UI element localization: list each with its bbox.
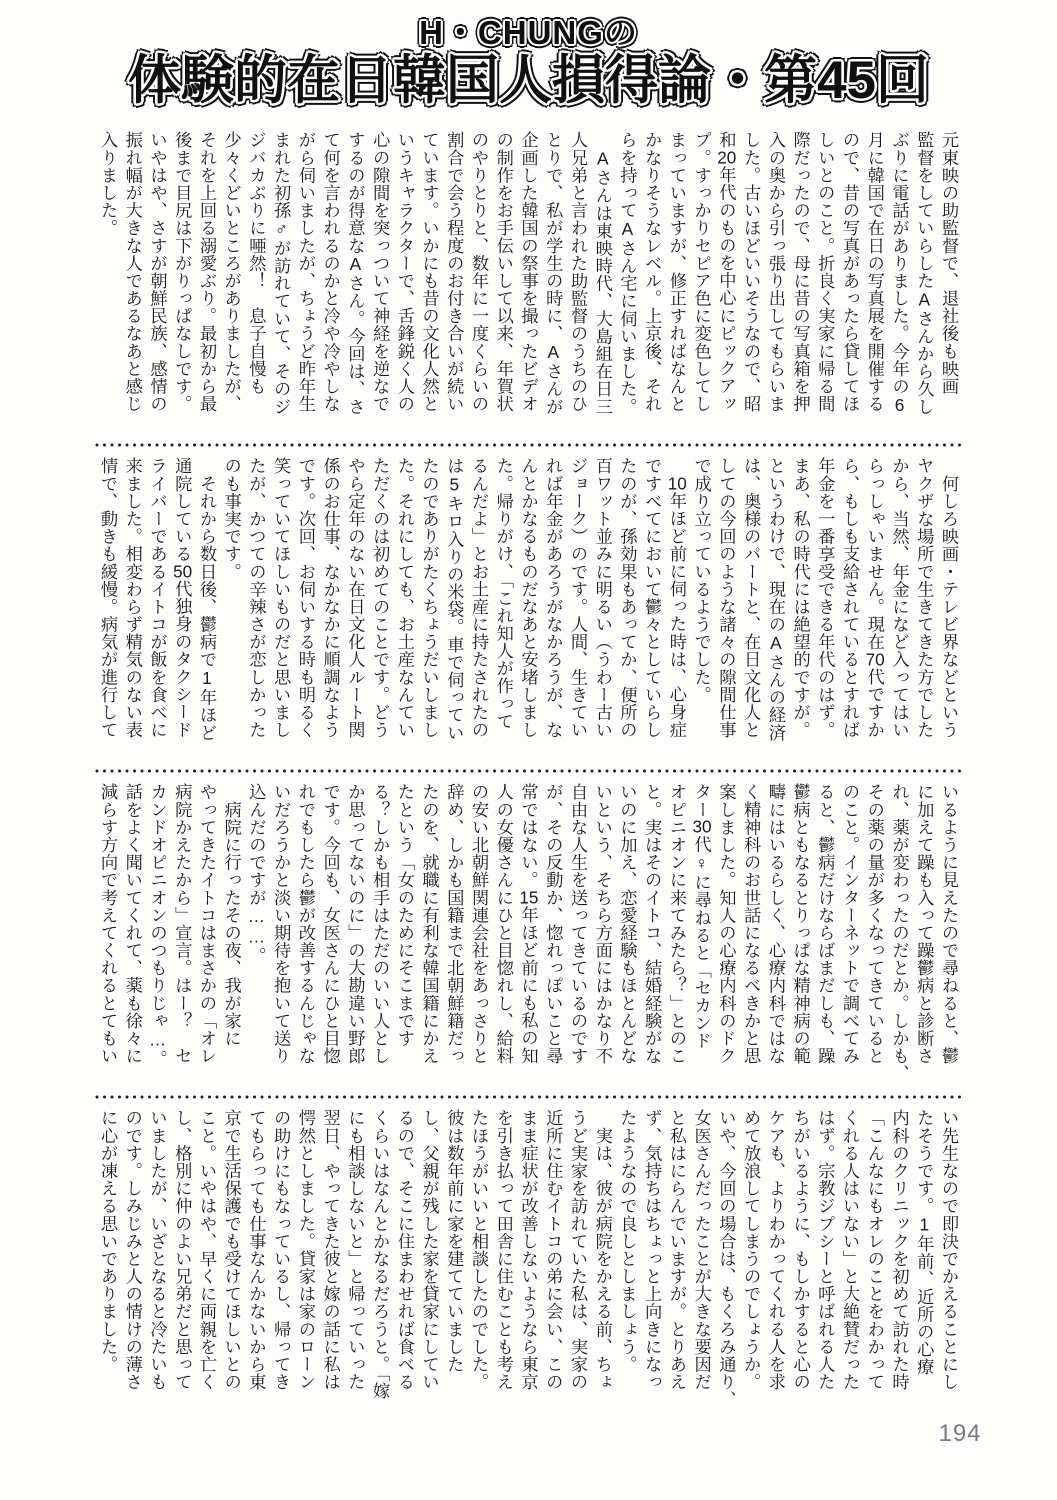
text-column: するのが得意なAさん。今回は、さ xyxy=(345,131,366,416)
text-column: る？しかも相手はただのいい人とし xyxy=(370,783,391,1065)
text-column: 笑っていてほしいものだと思いまし xyxy=(271,457,292,739)
text-column: た。帰りがけ、「これ知人が作って xyxy=(493,457,514,730)
text-column: た。それにしても、お土産なんてい xyxy=(394,457,415,739)
text-column: まあ、私の時代には絶望的ですが。 xyxy=(790,457,811,739)
text-column: 人の女優さんにひと目惚れし、給料 xyxy=(493,783,514,1065)
text-column: 疇にはいるらしく、心療内科ではな xyxy=(765,783,786,1065)
text-column: を引き払って田舎に住むことも考え xyxy=(493,1109,514,1391)
text-column: いやはや、さすが朝鮮民族、感情の xyxy=(147,131,168,413)
text-column: 辞め、しかも国籍まで北朝鮮籍だっ xyxy=(444,783,465,1065)
text-column: 常ではない。15年ほど前にも私の知 xyxy=(518,783,539,1065)
text-column: 愕然としました。貸家は家のローン xyxy=(295,1109,316,1391)
text-column: ケアも、よりわかってくれる人を求 xyxy=(765,1109,786,1391)
text-column: 心の隙間を突っついて神経を逆なで xyxy=(370,131,391,413)
text-column: れば年金があろうがなかろうが、な xyxy=(543,457,564,739)
text-column: たそうです。1年前、近所の心療 xyxy=(914,1109,935,1376)
text-column: ライバーであるイトコが飯を食べに xyxy=(147,457,168,739)
dotted-separator xyxy=(95,769,961,773)
text-column: に加えて躁も入って躁鬱病と診断さ xyxy=(914,783,935,1065)
text-column: が、その反動か、惚れっぽいこと尋 xyxy=(543,783,564,1065)
text-column: 少々くどいところがありましたが、 xyxy=(221,131,242,413)
text-column: いうキャラクターで、舌鋒鋭く人の xyxy=(394,131,415,413)
text-column: ぶりに電話がありました。今年の6 xyxy=(889,131,910,416)
text-column: 係のお仕事、なかなかに順調なよう xyxy=(320,457,341,739)
text-column: ヤクザな場所で生きてきた方でした xyxy=(914,457,935,739)
text-column: ジバカぶりに唖然！ 息子自慢も xyxy=(246,131,267,395)
text-column: こと。いやはや、早くに両親を亡く xyxy=(196,1109,217,1391)
text-column: いだろうかと淡い期待を抱いて送り xyxy=(271,783,292,1065)
article-author-line: H・CHUNGの xyxy=(419,14,638,51)
text-column: 来ました。相変わらず精気のない表 xyxy=(122,457,143,739)
text-column: 後まで目尻は下がりっぱなしです。 xyxy=(172,131,193,413)
text-column: で成り立っているようでした。 xyxy=(691,457,712,704)
text-column: は、奥様のパートと、在日文化人と xyxy=(741,457,762,739)
text-column: と。実はそのイトコ、結婚経験がな xyxy=(642,783,663,1065)
text-column: らっしゃいません。現在70代ですか xyxy=(864,457,885,739)
text-column: れ、薬が変わったのだとか。しかも、 xyxy=(889,783,910,1083)
text-column: れでもしたら鬱が改善するんじゃな xyxy=(295,783,316,1065)
text-column: プ。すっかりセピア色に変色してし xyxy=(691,131,712,413)
text-column: いという、そちら方面にはかなり不 xyxy=(592,783,613,1065)
text-column: カンドオピニオンのつもりじゃ…。 xyxy=(147,783,168,1068)
text-band-1 xyxy=(95,131,961,431)
text-column: しいとのこと。折良く実家に帰る間 xyxy=(815,131,836,413)
text-column: のも事実です。 xyxy=(221,457,242,581)
text-column: 込んだのですが……。 xyxy=(246,783,267,965)
text-column: とりで、私が学生の時に、Aさんが xyxy=(543,131,564,416)
text-column: かなりそうなレベル。上京後、それ xyxy=(642,131,663,413)
text-column: 「こんなにもオレのことをわかって xyxy=(864,1109,885,1391)
text-column: まま症状が改善しないようなら東京 xyxy=(518,1109,539,1391)
text-column: くれる人はいない」と大絶賛だった xyxy=(840,1109,861,1391)
text-column: まれた初孫♂が訪れていて、そのジ xyxy=(271,131,292,416)
text-column: ので、昔の写真があったら貸してほ xyxy=(840,131,861,413)
text-column: オピニオンに来てみたら？」とのこ xyxy=(666,783,687,1065)
text-column: のやりとりと、数年に一度くらいの xyxy=(469,131,490,413)
text-column: 減らす方向で考えてくれるとてもい xyxy=(98,783,119,1065)
text-column: 月に韓国で在日の写真展を開催する xyxy=(864,131,885,413)
text-column: たという「女のためにそこまです xyxy=(394,783,415,1047)
text-column: 内科のクリニックを初めて訪れた時 xyxy=(889,1109,910,1391)
text-column: ター30代♀に尋ねると「セカンド xyxy=(691,783,712,1050)
text-column: ただくのは初めてのことです。どう xyxy=(370,457,391,739)
text-column: やってきたイトコはまさかの「オレ xyxy=(196,783,217,1065)
text-column: 年金を一番享受できる年代のはず。 xyxy=(815,457,836,739)
text-column: やら定年のない在日文化人ルート関 xyxy=(345,457,366,739)
page-number: 194 xyxy=(938,1420,982,1447)
text-column: ジョーク）のです。人間、生きてい xyxy=(567,457,588,739)
text-column: 近所に住むイトコの弟に会い、この xyxy=(543,1109,564,1391)
text-band-2 xyxy=(95,457,961,757)
dotted-separator xyxy=(95,443,961,447)
text-column: ちがいるように、もしかすると心の xyxy=(790,1109,811,1391)
text-column: めて放浪してしまうのでしょうか。 xyxy=(741,1109,762,1391)
text-column: の助けにもなっているし、帰ってき xyxy=(271,1109,292,1391)
text-column: まっていますが、修正すればなんと xyxy=(666,131,687,413)
text-column: です。今回も、女医さんにひと目惚 xyxy=(320,783,341,1065)
text-column: がら伺いましたが、ちょうど昨年生 xyxy=(295,131,316,413)
text-column: い先生なので即決でかえることにし xyxy=(939,1109,959,1391)
text-column: 企画した韓国の祭事を撮ったビデオ xyxy=(518,131,539,413)
text-column: それから数日後、鬱病で1年ほど xyxy=(196,457,217,742)
text-column: くらいはなんとかなるだろうと。「嫁 xyxy=(370,1109,391,1400)
article-header xyxy=(0,16,1057,108)
text-column: にも相談しないと」と帰っていった xyxy=(345,1109,366,1391)
text-column: いましたが、いざとなると冷たいも xyxy=(147,1109,168,1391)
text-column: 情で、動きも緩慢。病気が進行して xyxy=(98,457,119,739)
text-column: 通院している50代独身のタクシード xyxy=(172,457,193,739)
text-column: です。次回、お伺いする時も明るく xyxy=(295,457,316,739)
text-column: の安い北朝鮮関連会社をあっさりと xyxy=(469,783,490,1065)
text-column: ると、鬱病だけならばまだしも、躁 xyxy=(815,783,836,1065)
text-column: たのが、孫効果もあってか、便所の xyxy=(617,457,638,739)
text-column: 入りました。 xyxy=(98,131,119,237)
text-column: 翌日、やってきた彼と嫁の話に私は xyxy=(320,1109,341,1391)
text-band-3 xyxy=(95,783,961,1083)
text-column: 10年ほど前に伺った時は、心身症 xyxy=(666,474,687,739)
text-column: 実は、彼が病院をかえる前、ちょ xyxy=(592,1109,613,1391)
text-column: 自由な人生を送ってきているのです xyxy=(567,783,588,1065)
text-column: いのに加え、恋愛経験もほとんどな xyxy=(617,783,638,1065)
text-column: たのを、就職に有利な韓国籍にかえ xyxy=(419,783,440,1065)
text-column: か思ってないのに」の大勘違い野郎 xyxy=(345,783,366,1065)
text-column: 鬱病ともなるとりっぱな精神病の範 xyxy=(790,783,811,1065)
dotted-separator xyxy=(95,1095,961,1099)
text-column: は5キロ入りの米袋。車で伺ってい xyxy=(444,457,465,742)
text-column: いるように見えたので尋ねると、鬱 xyxy=(939,783,959,1065)
text-column: るので、そこに住まわせれば食べる xyxy=(394,1109,415,1391)
text-column: 際だったので、母に昔の写真箱を押 xyxy=(790,131,811,413)
text-column: それを上回る溺愛ぶり。最初から最 xyxy=(196,131,217,413)
text-column: のです。しみじみと人の情けの薄さ xyxy=(122,1109,143,1391)
text-column: のこと。インターネットで調べてみ xyxy=(840,783,861,1065)
text-band-4 xyxy=(95,1109,961,1409)
text-column: し、父親が残した家を貸家にしてい xyxy=(419,1109,440,1391)
text-column: 女医さんだったことが大きな要因だ xyxy=(691,1109,712,1391)
text-column: んとかなるものだなあと安堵しまし xyxy=(518,457,539,739)
text-column: らを持ってAさん宅に伺いました。 xyxy=(617,131,638,416)
text-column: 何しろ映画・テレビ界などという xyxy=(939,457,959,739)
text-column: いや、今回の場合は、もくろみ通り、 xyxy=(716,1109,737,1409)
text-column: の制作をお手伝いして以来、年賀状 xyxy=(493,131,514,413)
text-column: 振れ幅が大きな人であるなあと感じ xyxy=(122,131,143,413)
article-body xyxy=(95,131,961,1409)
text-column: く精神科のお世話になるべきかと思 xyxy=(741,783,762,1065)
text-column: 和20年代のものを中心にピックアッ xyxy=(716,131,737,413)
text-column: 京で生活保護でも受けてほしいとの xyxy=(221,1109,242,1391)
text-column: しての今回のような諸々の隙間仕事 xyxy=(716,457,737,739)
article-title: 体験的在日韓国人損得論・第45回 xyxy=(128,50,929,110)
text-column: うど実家を訪れていた私は、実家の xyxy=(567,1109,588,1391)
text-column: 話をよく聞いてくれて、薬も徐々に xyxy=(122,783,143,1065)
text-column: 監督をしていらしたAさんから久し xyxy=(914,131,935,416)
text-column: 病院かえたから」宣言。はー？ セ xyxy=(172,783,193,1065)
text-column: たほうがいいと相談したのでした。 xyxy=(469,1109,490,1391)
text-column: その薬の量が多くなってきていると xyxy=(864,783,885,1065)
text-column: てもらっても仕事なんかないから東 xyxy=(246,1109,267,1391)
text-column: 割合で会う程度のお付き合いが続い xyxy=(444,131,465,413)
text-column: ています。いかにも昔の文化人然と xyxy=(419,131,440,413)
text-column: し、格別に仲のよい兄弟だと思って xyxy=(172,1109,193,1391)
text-column: たが、かつての辛辣さが恋しかった xyxy=(246,457,267,739)
text-column: 人兄弟と言われた助監督のうちのひ xyxy=(567,131,588,413)
text-column: と私はにらんでいますが。とりあえ xyxy=(666,1109,687,1391)
text-column: Aさんは東映時代、大島組在日三 xyxy=(592,131,613,416)
text-column: 百ワット並みに明るい（うわー古い xyxy=(592,457,613,739)
text-column: 元東映の助監督で、退社後も映画 xyxy=(939,131,959,395)
text-column: に心が凍える思いでありました。 xyxy=(98,1109,119,1373)
text-column: 入の奥から引っ張り出してもらいま xyxy=(765,131,786,413)
text-column: たようなので良しとしましょう。 xyxy=(617,1109,638,1373)
text-column: るんだよ」とお土産に持たされたの xyxy=(469,457,490,739)
text-column: ず、気持ちはちょっと上向きになっ xyxy=(642,1109,663,1391)
text-column: はず。宗教ジプシーと呼ばれる人た xyxy=(815,1109,836,1391)
text-column: て何を言われるのかと冷や冷やしな xyxy=(320,131,341,413)
text-column: した。古いほどいいそうなので、昭 xyxy=(741,131,762,413)
text-column: 病院に行ったその夜、我が家に xyxy=(221,783,242,1047)
text-column: から、当然、年金になど入ってはい xyxy=(889,457,910,739)
text-column: たのでありがたくちょうだいしまし xyxy=(419,457,440,739)
text-column: 案しました。知人の心療内科のドク xyxy=(716,783,737,1065)
text-column: ですべてにおいて鬱々としていらし xyxy=(642,457,663,739)
text-column: ら、もしも支給されているとすれば xyxy=(840,457,861,739)
text-column: 彼は数年前に家を建てていました xyxy=(444,1109,465,1373)
text-column: というわけで、現在のAさんの経済 xyxy=(765,457,786,742)
